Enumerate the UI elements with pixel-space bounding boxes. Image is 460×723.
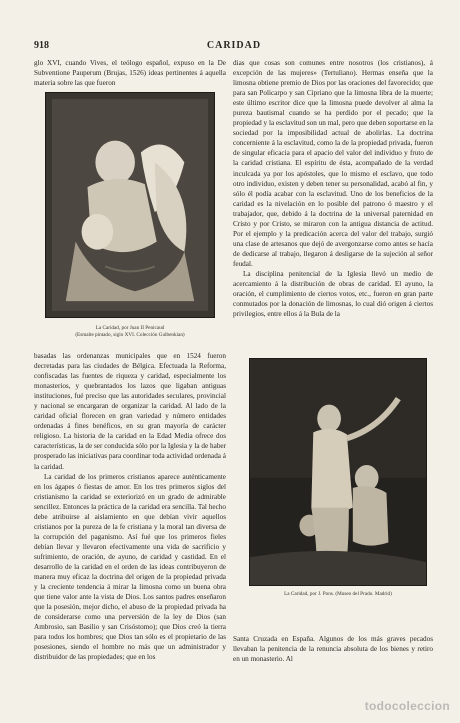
right-column-bottom-text — [233, 634, 433, 676]
paragraph: La disciplina penitencial de la Iglesia llevó un medio de acercamiento á la distribución de obras de caridad. El ayuno, la oración, el cumplimiento de ciertos votos, etc., fueron en gran parte conmutados por la donación de limosnas, lo cual dió origen á ciertos privilegios, entre ellos á la Bula de la — [233, 269, 433, 319]
paragraph: glo XVI, cuando Vives, el teólogo español, expuso en la De Subventione Pauperum (Brujas, 1526) ideas pertinentes á aquella materia sobre las que fueron — [34, 59, 226, 88]
caption-line: La Caridad, por Juan II Penicaud — [95, 325, 165, 331]
left-column-bottom-text — [34, 351, 226, 671]
paragraph: La caridad de los primeros cristianos aparece auténticamente en los ágapes ó fiestas de amor. En los tres primeros siglos del cristianismo la caridad se exteriorizó en un grado de admirable sencillez. Entonces la práctica de la caridad era sencilla. Tal hecho debe atribuirse al aislamiento en que debían vivir aquellos cristianos por la pureza de la fe cristiana y la moral tan diversa de la corrupción del paganismo. Así fué que los primeros fieles debían llevar y llevaron efectivamente una vida de sacrificio y sufrimiento, de oración, de ayuno, de caridad y castidad. En el desarrollo de la caridad en el orden de las ideas contribuyeron de manera muy eficaz la doctrina del origen de la propiedad privada y la creciente tendencia á mirar la limosna como un buena obra que tiene valor ante la vista de Dios. Los santos padres enseñaron que la posesión, mejor dicho, el abuso de la propiedad privada ha de considerarse como una perversión de la ley de Dios (san Ambrosio, san Basilio y san Crisóstomo); que Dios creó la tierra para todos los hombres; que Dios tan sólo es el propietario de las posesiones, siendo el hombre no más que un administrador y distribuidor de las propiedades; que en los — [34, 472, 226, 662]
charity-painting-illustration — [46, 93, 214, 317]
watermark: todocoleccion — [364, 699, 450, 713]
right-column-top-text — [233, 58, 433, 358]
right-figure-caption — [240, 591, 436, 598]
charity-painting-illustration — [250, 359, 426, 585]
left-figure-caption — [40, 325, 220, 339]
page-header — [34, 40, 434, 56]
image-frame — [249, 358, 427, 586]
paragraph: basadas las ordenanzas municipales que en 1524 fueron decretadas para las ciudades de Bélgica. Efectuada la Reforma, confiscadas las fuentes de riqueza y caridad, especialmente los monasterios, y quebrantados los lazos que ligaban antiguas instituciones, fué preciso que las autoridades seculares, provincial y nacional se encargaran de organizar la caridad. Al lado de la caridad oficial florecen en gran variedad y número entidades ordenadas á fines benéficos, en su gran mayoría de carácter religioso. La historia de la caridad en la Edad Media ofrece dos características, la de ser conducida sólo por la Iglesia y la de haber prosperado las iniciativas para coordinar toda actividad ordenada á la caridad. — [34, 352, 226, 471]
paragraph: Santa Cruzada en España. Algunos de los más graves pecados llevaban la penitencia de la renuncia absoluta de los bienes y retiro en un monasterio. Al — [233, 635, 433, 664]
caption-line: La Caridad, por J. Pons. (Museo del Prado. Madrid) — [284, 591, 392, 597]
enamel-charity-image — [45, 92, 215, 318]
prado-charity-image — [249, 358, 427, 586]
image-frame — [45, 92, 215, 318]
caption-line: (Esmalte pintado, siglo XVI. Colección Gulbenkian) — [75, 332, 185, 338]
page-number: 918 — [34, 40, 49, 51]
running-title: CARIDAD — [206, 40, 262, 51]
left-column-top-text — [34, 58, 226, 88]
paragraph: dias que cosas son comunes entre nosotros (los cristianos), á excepción de las mujeres» (Tertuliano). Hermas enseña que la limosna obtiene premio de Dios por las oraciones del favorecido; que para san Policarpo y san Cipriano que la limosna libra de la muerte; este último escritor dice que la limosna puede devolver al alma la pureza bautismal cuando se ha perdido por el pecado; que la propiedad y la esclavitud son un mal, pero que deben soportarse en la sociedad por la imposibilidad actual de abolirlas. La doctrina concerniente á la esclavitud, como la de la propiedad privada, fueron de singular eficacia para el apacio del valor del individuo y fruto de la caridad cristiana. El espíritu de ésta, acompañado de la verdad inculcada ya por los apóstoles, que lo mismo el esclavo, que todo otro individuo, existen y deben tener su personalidad, acabó al fin, y sólo él podía acabar con la esclavitud. Uno de los beneficios de la caridad es la nivelación en lo posible del patrono ó maestro y el trabajador, que, debido á la doctrina de la universal paternidad en Cristo y por Cristo, se miraron con la antigua distancia de actitud. Por el ejemplo y la predicación acerca del valor del trabajo, surgió una clase de artesanos que dejó de avergonzarse como antes se hacía de dedicarse al trabajo, llegaron á desligarse de la sujeción al señor feudal. — [233, 59, 433, 268]
